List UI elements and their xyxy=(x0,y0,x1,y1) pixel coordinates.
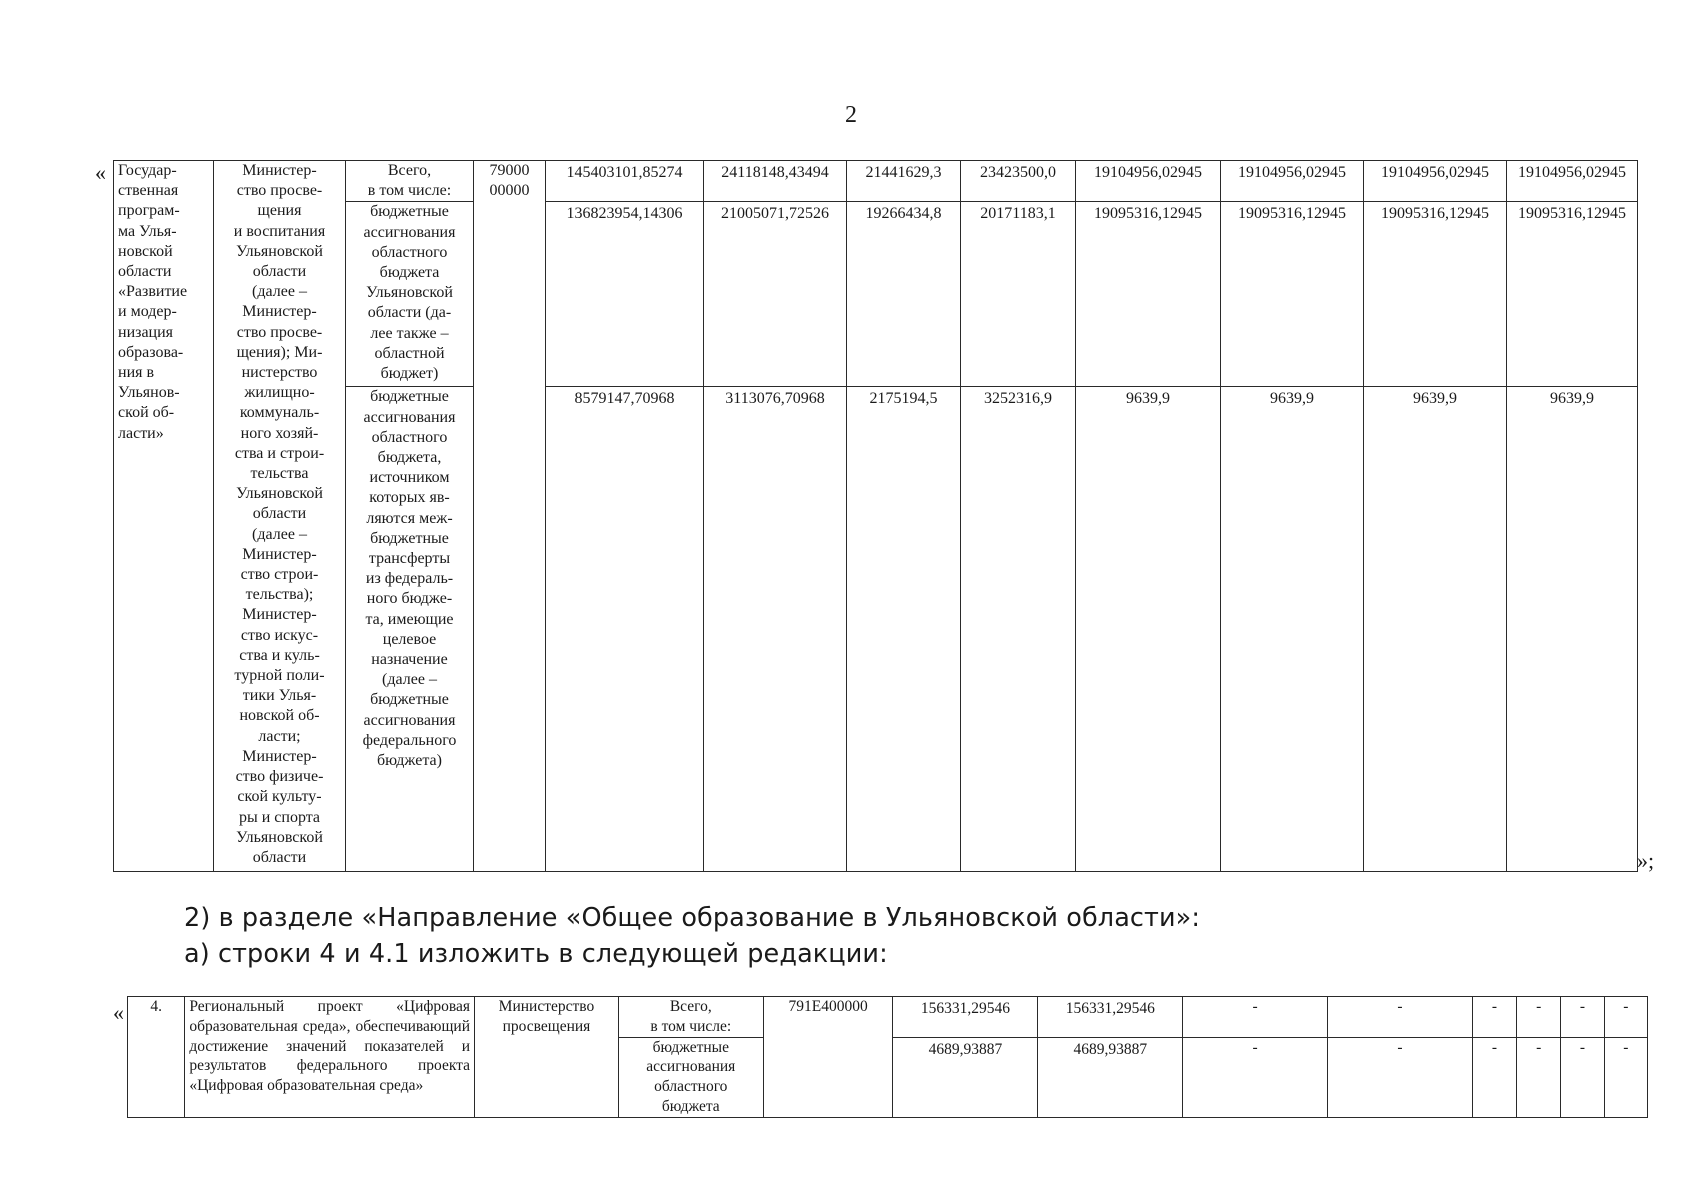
budget-code-cell: 791Е400000 xyxy=(763,997,893,1118)
value-cell: 19104956,02945 xyxy=(1507,161,1638,202)
value-cell: - xyxy=(1328,1037,1473,1117)
value-cell: 20171183,1 xyxy=(961,202,1076,387)
value-cell: - xyxy=(1472,1037,1516,1117)
value-cell: 19104956,02945 xyxy=(1364,161,1507,202)
value-cell: 9639,9 xyxy=(1221,387,1364,872)
value-cell: 19104956,02945 xyxy=(1221,161,1364,202)
value-cell: 9639,9 xyxy=(1076,387,1221,872)
value-cell: 3113076,70968 xyxy=(704,387,847,872)
value-cell: 4689,93887 xyxy=(1038,1037,1183,1117)
open-quote-mark: « xyxy=(95,160,106,185)
value-cell: 21441629,3 xyxy=(847,161,961,202)
table-row xyxy=(114,161,1638,202)
table-row xyxy=(128,997,1648,1038)
value-cell: - xyxy=(1183,997,1328,1038)
program-funding-table xyxy=(113,160,1638,872)
amendment-paragraph: 2) в разделе «Направление «Общее образование в Ульяновской области»: xyxy=(184,903,1201,933)
value-cell: - xyxy=(1604,1037,1647,1117)
value-cell: 3252316,9 xyxy=(961,387,1076,872)
value-cell: 136823954,14306 xyxy=(546,202,704,387)
value-cell: 19095316,12945 xyxy=(1221,202,1364,387)
close-quote-mark: »; xyxy=(1637,848,1655,873)
value-cell: 19095316,12945 xyxy=(1364,202,1507,387)
funding-source-label: Всего, в том числе: xyxy=(346,161,474,202)
value-cell: 145403101,85274 xyxy=(546,161,704,202)
value-cell: 19104956,02945 xyxy=(1076,161,1221,202)
funding-source-label: бюджетные ассигнования областного бюджета xyxy=(618,1037,763,1117)
value-cell: 9639,9 xyxy=(1507,387,1638,872)
funding-source-label: бюджетные ассигнования областного бюджета, источником которых яв- ляются меж- бюджетные трансферты из федераль- ного бюдже- та, имеющие целевое назначение (далее – бюджетные ассигнования федерального бюджета) xyxy=(346,387,474,872)
value-cell: 9639,9 xyxy=(1364,387,1507,872)
value-cell: 21005071,72526 xyxy=(704,202,847,387)
value-cell: 19266434,8 xyxy=(847,202,961,387)
responsible-executor-cell: Министер- ство просве- щения и воспитания Ульяновской области (далее – Министер- ство просве- щения); Ми- нистерство жилищно- коммуналь- ного хозяй- ства и строи- тельства Ульяновской области (далее – Министер- ство строи- тельства); Министер- ство искус- ства и куль- турной поли- тики Улья- новской об- ласти; Министер- ство физиче- ской культу- ры и спорта Ульяновской области xyxy=(214,161,346,872)
page-number: 2 xyxy=(845,102,857,128)
project-name-cell: Региональный проект «Цифровая образовательная среда», обеспечивающий достижение значений показателей и результатов федерального проекта «Цифровая образовательная среда» xyxy=(185,997,475,1118)
budget-code-cell: 79000 00000 xyxy=(474,161,546,872)
value-cell: - xyxy=(1517,1037,1561,1117)
value-cell: 156331,29546 xyxy=(1038,997,1183,1038)
value-cell: - xyxy=(1472,997,1516,1038)
value-cell: - xyxy=(1183,1037,1328,1117)
row-number-cell: 4. xyxy=(128,997,185,1118)
value-cell: 2175194,5 xyxy=(847,387,961,872)
value-cell: - xyxy=(1561,997,1604,1038)
value-cell: - xyxy=(1328,997,1473,1038)
value-cell: 19095316,12945 xyxy=(1076,202,1221,387)
value-cell: 23423500,0 xyxy=(961,161,1076,202)
value-cell: 8579147,70968 xyxy=(546,387,704,872)
funding-source-label: Всего, в том числе: xyxy=(618,997,763,1038)
responsible-executor-cell: Министерство просвещения xyxy=(475,997,619,1118)
value-cell: 156331,29546 xyxy=(893,997,1038,1038)
value-cell: 4689,93887 xyxy=(893,1037,1038,1117)
value-cell: - xyxy=(1604,997,1647,1038)
value-cell: - xyxy=(1561,1037,1604,1117)
funding-source-label: бюджетные ассигнования областного бюджета Ульяновской области (да- лее также – областной бюджет) xyxy=(346,202,474,387)
value-cell: 24118148,43494 xyxy=(704,161,847,202)
value-cell: - xyxy=(1517,997,1561,1038)
value-cell: 19095316,12945 xyxy=(1507,202,1638,387)
open-quote-mark: « xyxy=(113,1000,124,1025)
amendment-paragraph: а) строки 4 и 4.1 изложить в следующей редакции: xyxy=(184,939,888,969)
program-name-cell: Государ- ственная програм- ма Улья- новской области «Развитие и модер- низация образова- ния в Ульянов- ской об- ласти» xyxy=(114,161,214,872)
regional-project-table xyxy=(127,996,1648,1118)
